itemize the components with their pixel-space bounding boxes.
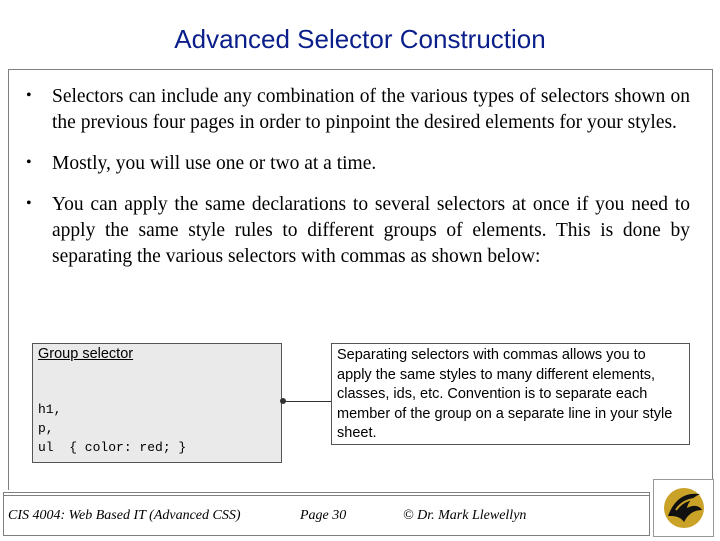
bullet-dot-icon: • [26, 154, 32, 171]
bullet-dot-icon: • [26, 87, 32, 104]
bullet-text: You can apply the same declarations to several selectors at once if you need to apply the same style rules to different groups of elements. This is done by separating the various selectors with commas as shown below: [52, 194, 690, 267]
bullet-text: Mostly, you will use one or two at a time. [52, 153, 377, 174]
footer-course: CIS 4004: Web Based IT (Advanced CSS) [8, 508, 241, 523]
bullet-item [20, 84, 690, 136]
bullet-list [20, 84, 690, 285]
footer-author: © Dr. Mark Llewellyn [403, 508, 527, 523]
code-example-text: h1, p, ul { color: red; } [38, 402, 187, 455]
slide-title: Advanced Selector Construction [174, 24, 546, 54]
logo-box [653, 479, 714, 537]
bullet-item [20, 192, 690, 270]
callout-note-text: Separating selectors with commas allows you to apply the same styles to many different elements, classes, ids, etc. Convention is to separate each member of the group on a separate line in your style sheet. [337, 347, 673, 441]
bullet-text: Selectors can include any combination of the various types of selectors shown on the previous four pages in order to pinpoint the desired elements for your styles. [52, 86, 690, 133]
code-example-box [32, 343, 282, 463]
ucf-pegasus-logo-icon [654, 480, 713, 536]
callout-note-box [331, 343, 690, 445]
bullet-dot-icon: • [26, 195, 32, 212]
footer-page-number: Page 30 [300, 508, 347, 523]
code-example-heading: Group selector [38, 346, 134, 362]
bullet-item [20, 151, 690, 177]
slide-footer [0, 492, 720, 540]
callout-connector-line [282, 401, 331, 402]
callout-connector-dot [280, 398, 286, 404]
